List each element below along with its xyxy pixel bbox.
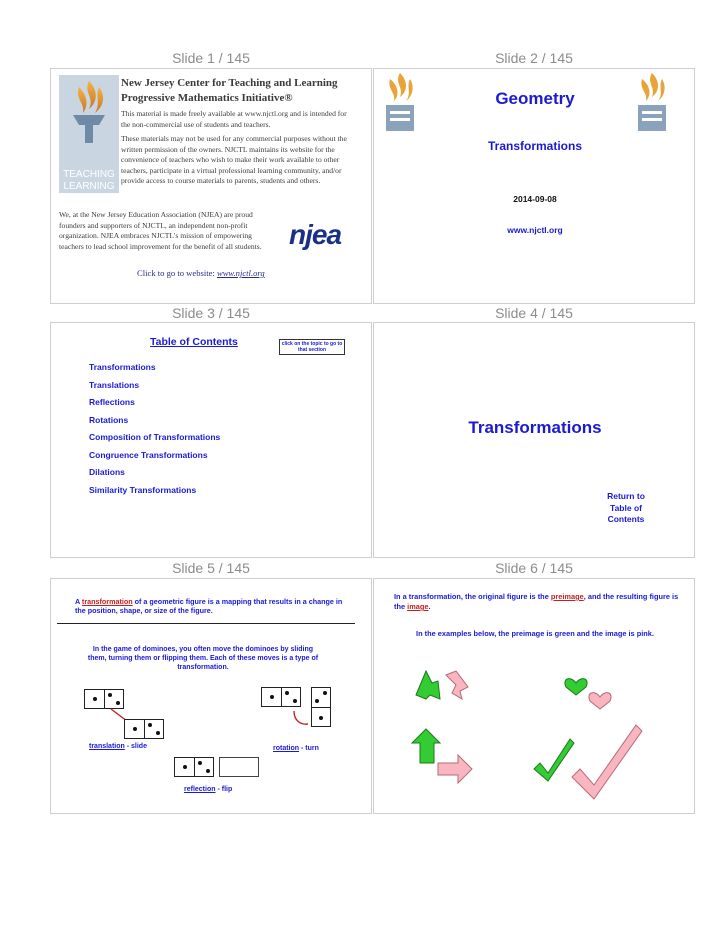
def-pre: A <box>75 597 82 606</box>
slide-2-heading: Geometry <box>495 89 575 108</box>
domino-original-reflection <box>174 757 214 777</box>
rotation-label <box>273 745 319 752</box>
dominoes-text: In the game of dominoes, you often move the dominoes by sliding them, turning them or flipping them. Each of these moves is a type of transformation. <box>87 646 319 671</box>
right-arrow-image-icon <box>438 755 472 783</box>
rotation-term: rotation <box>273 745 300 752</box>
slide-2-subheading: Transformations <box>487 139 583 153</box>
slide-4-heading: Transformations <box>468 418 602 437</box>
rotation-desc: - turn <box>299 745 319 752</box>
domino-translated <box>124 719 164 739</box>
transformation-definition <box>75 597 351 615</box>
slide-2-date: 2014-09-08 <box>513 194 557 204</box>
heart-preimage-icon <box>565 679 587 695</box>
domino-half <box>175 758 194 776</box>
def-term: transformation <box>81 597 133 606</box>
return-line-1: Return to <box>607 491 645 501</box>
return-to-toc-link[interactable] <box>596 491 656 526</box>
toc-item[interactable]: Congruence Transformations <box>89 449 208 460</box>
slide-2-website[interactable]: www.njctl.org <box>507 225 563 235</box>
njctl-paragraph-1: This material is made freely available at www.njctl.org and is intended for the non-commercial use of students and teachers. <box>121 109 347 129</box>
def-line-pre: In a transformation, the original figure is the <box>394 592 551 601</box>
slide-3-title: Slide 3 / 145 <box>172 305 250 321</box>
domino-half <box>312 688 330 707</box>
slide-1-title: Slide 1 / 145 <box>172 50 250 66</box>
domino-original-rotation <box>261 687 301 707</box>
njctl-info-panel <box>51 69 355 301</box>
checkmark-image-icon <box>572 725 642 799</box>
heart-image-icon <box>589 693 611 709</box>
examples-explanation: In the examples below, the preimage is green and the image is pink. <box>416 629 654 638</box>
njea-paragraph: We, at the New Jersey Education Association (NJEA) are proud founders and supporters of NJCTL, an independent non-profit organization. NJEA embraces NJCTL's mission of empowering teachers to lead school improvement for the benefit of all students. <box>59 210 262 251</box>
up-arrow-preimage-icon <box>412 729 440 763</box>
domino-half <box>281 688 301 706</box>
njctl-heading-line2: Progressive Mathematics Initiative® <box>121 92 293 104</box>
reflection-desc: - flip <box>215 786 233 793</box>
slide-5[interactable] <box>50 578 372 814</box>
toc-item[interactable]: Dilations <box>89 467 125 477</box>
preimage-term: preimage <box>550 592 584 601</box>
divider <box>57 623 355 624</box>
slide-4-title: Slide 4 / 145 <box>495 305 573 321</box>
toc-item[interactable]: Rotations <box>89 414 129 425</box>
rotation-arrow-icon <box>291 709 311 727</box>
domino-half <box>144 720 164 738</box>
reflection-term: reflection <box>184 786 216 793</box>
domino-half <box>262 688 281 706</box>
toc-item[interactable]: Reflections <box>89 397 135 407</box>
toc-item[interactable]: Similarity Transformations <box>89 484 197 495</box>
bent-arrow-image-icon <box>446 671 468 699</box>
njctl-heading-line1: New Jersey Center for Teaching and Learning <box>121 77 338 89</box>
logo-learning-text: LEARNING <box>63 181 115 192</box>
slide-4[interactable] <box>373 322 695 558</box>
website-link-prefix: Click to go to website: <box>137 268 217 278</box>
domino-original <box>84 689 124 709</box>
translation-label <box>89 743 147 750</box>
slide-1[interactable] <box>50 68 372 304</box>
checkmark-preimage-icon <box>534 739 574 781</box>
def-line-end: . <box>428 602 431 611</box>
translation-desc: - slide <box>124 743 147 750</box>
domino-half <box>104 690 124 708</box>
njctl-paragraph-2: These materials may not be used for any commercial purposes without the written permission of the owners. NJCTL maintains its website for the convenience of teachers who wish to make their work available to other teachers, participate in a virtual professional learning community, and/or provide access to course materials to parents, students and others. <box>121 134 347 186</box>
slide-5-title: Slide 5 / 145 <box>172 560 250 576</box>
slide-6-title: Slide 6 / 145 <box>495 560 573 576</box>
slide-6[interactable] <box>373 578 695 814</box>
slide-3[interactable] <box>50 322 372 558</box>
toc-item[interactable]: Translations <box>89 379 140 390</box>
slide-2-title: Slide 2 / 145 <box>495 50 573 66</box>
domino-half <box>312 707 330 727</box>
domino-rotated <box>311 687 331 727</box>
website-link[interactable]: www.njctl.org <box>216 268 265 278</box>
def-line-mid: , and the resulting figure is the <box>394 592 679 611</box>
website-link-row <box>137 268 265 278</box>
domino-half <box>85 690 104 708</box>
return-line-2: Table of <box>610 502 642 513</box>
slide-2[interactable] <box>373 68 695 304</box>
image-term: image <box>407 602 429 611</box>
njea-logo-text: njea <box>289 219 342 250</box>
domino-half <box>125 720 144 738</box>
translation-term: translation <box>89 743 125 750</box>
def-post: of a geometric figure is a mapping that results in a change in the position, shape, or size of the figure. <box>75 597 343 615</box>
domino-reflected <box>219 757 259 777</box>
preimage-image-definition <box>394 592 684 612</box>
domino-half <box>194 758 214 776</box>
reflection-label <box>184 786 232 793</box>
toc-note: click on the topic to go to that section <box>279 339 345 355</box>
toc-list <box>89 362 220 502</box>
toc-heading: Table of Contents <box>150 336 238 348</box>
bent-arrow-preimage-icon <box>416 671 440 699</box>
transformation-examples-figure <box>374 659 695 814</box>
njea-logo <box>289 219 349 249</box>
return-line-3: Contents <box>607 514 645 524</box>
toc-item[interactable]: Composition of Transformations <box>89 432 221 442</box>
toc-item[interactable]: Transformations <box>89 362 156 372</box>
logo-teaching-text: TEACHING <box>63 169 115 180</box>
